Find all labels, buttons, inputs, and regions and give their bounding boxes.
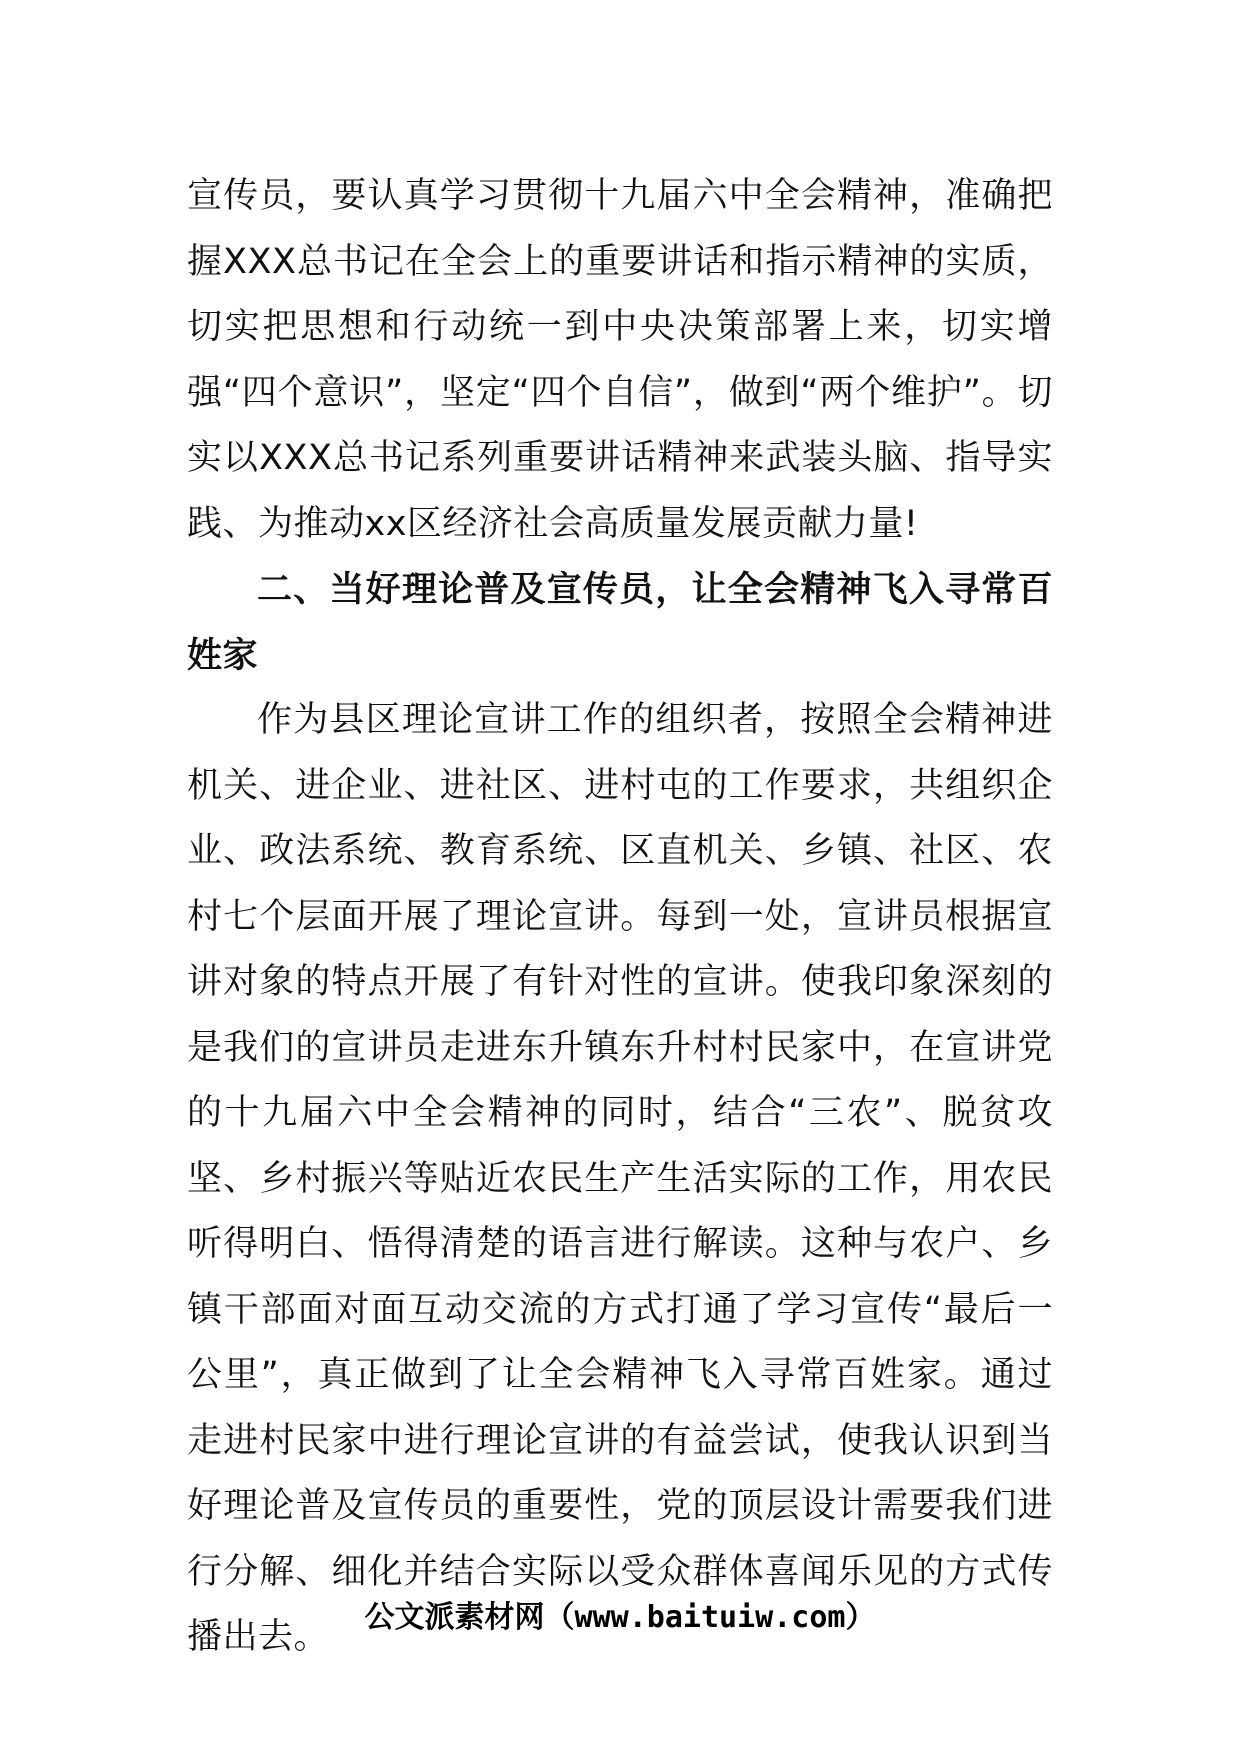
footer-site-name: 公文派素材网 (364, 1600, 545, 1635)
document-body (187, 164, 1053, 1671)
footer-watermark (0, 1598, 1240, 1638)
paragraph-body: 作为县区理论宣讲工作的组织者，按照全会精神进机关、进企业、进社区、进村屯的工作要求，共组织企业、政法系统、教育系统、区直机关、乡镇、社区、农村七个层面开展了理论宣讲。每到一处，宣讲员根据宣讲对象的特点开展了有针对性的宣讲。使我印象深刻的是我们的宣讲员走进东升镇东升村村民家中，在宣讲党的十九届六中全会精神的同时，结合“三农”、脱贫攻坚、乡村振兴等贴近农民生产生活实际的工作，用农民听得明白、悟得清楚的语言进行解读。这种与农户、乡镇干部面对面互动交流的方式打通了学习宣传“最后一公里”，真正做到了让全会精神飞入寻常百姓家。通过走进村民家中进行理论宣讲的有益尝试，使我认识到当好理论普及宣传员的重要性，党的顶层设计需要我们进行分解、细化并结合实际以受众群体喜闻乐见的方式传播出去。 (187, 700, 1053, 1657)
section-heading: 二、当好理论普及宣传员，让全会精神飞入寻常百姓家 (187, 569, 1053, 676)
footer-url: www.baituiw.com (574, 1600, 846, 1635)
footer-paren-open: （ (544, 1600, 575, 1635)
footer-paren-close: ） (845, 1600, 876, 1635)
paragraph-continuation: 宣传员，要认真学习贯彻十九届六中全会精神，准确把握XXX总书记在全会上的重要讲话和指示精神的实质，切实把思想和行动统一到中央决策部署上来，切实增强“四个意识”，坚定“四个自信”，做到“两个维护”。切实以XXX总书记系列重要讲话精神来武装头脑、指导实践、为推动xx区经济社会高质量发展贡献力量! (187, 176, 1053, 544)
